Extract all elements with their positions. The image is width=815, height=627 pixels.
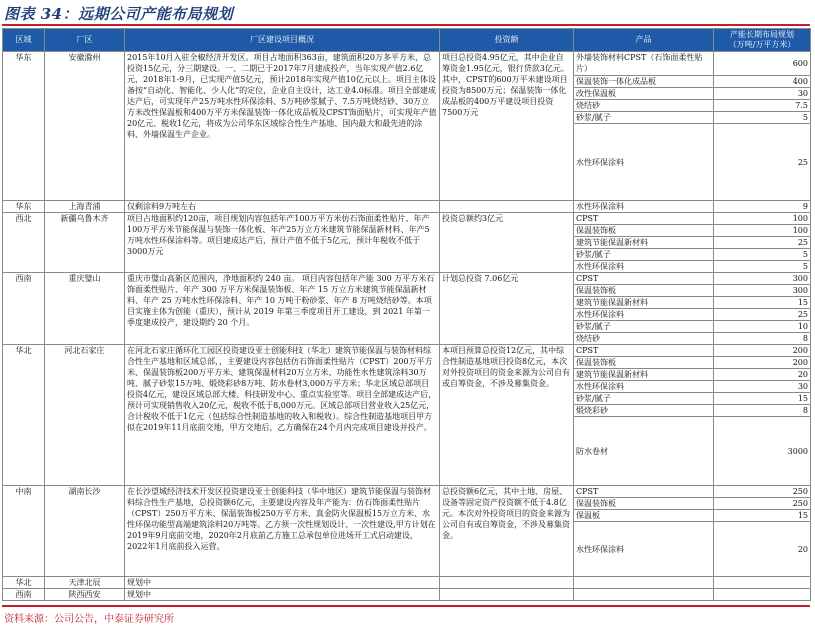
table-row: [3, 213, 811, 225]
capacity-cell: 100: [714, 213, 811, 225]
product-cell: CPST: [574, 273, 714, 285]
product-cell: [574, 577, 714, 589]
region-cell: 华东: [3, 201, 45, 213]
header-product: 产品: [574, 29, 714, 52]
capacity-cell: [714, 589, 811, 601]
capacity-cell: 600: [714, 52, 811, 76]
capacity-cell: 300: [714, 273, 811, 285]
investment-cell: [440, 589, 574, 601]
capacity-cell: 15: [714, 510, 811, 522]
capacity-cell: 7.5: [714, 100, 811, 112]
product-cell: 烧结砂: [574, 333, 714, 345]
area-cell: 新疆乌鲁木齐: [45, 213, 125, 273]
capacity-cell: 8: [714, 405, 811, 417]
investment-cell: [440, 577, 574, 589]
header-capacity: 产能长期布局规划 （万吨/万平方米）: [714, 29, 811, 52]
project-description-cell: 在河北石家庄循环化工园区投资建设亚士创能科技（华北）建筑节能保温与装饰材料综合性生产基地和区域总部，，主要建设内容包括仿石饰面柔性贴片（CPST）200万平方米、保温装饰板200万平方米、建筑保温材料20万立方米、功能性水性建筑涂料30万吨、腻子砂浆15万吨、煅烧彩砂8万吨、防水卷材3,000万平方米；华北区域总部项目投资4亿元，建设区域总部大楼、科技研发中心、重点实验室等。项目全部建成达产后，预计可实现销售收入20亿元，税收不低于8,000万元。区域总部项目营业收入25亿元，合计税收不低于1亿元（包括综合性制造基地的收入和税收）。综合性制造基地项目甲方拟在2019年11月底前交地，甲方交地后，乙方确保在24个月内完成项目建设并投产。: [125, 345, 440, 486]
table-row: [3, 345, 811, 357]
investment-cell: 总投资额6亿元，其中土地、房屋、设备等固定资产投资额不低于4.8亿元。本次对外投资项目的资金来源为公司自有或自筹资金，不涉及募集资金。: [440, 486, 574, 577]
region-cell: 华北: [3, 577, 45, 589]
region-cell: 西南: [3, 273, 45, 345]
product-cell: 保温装饰板: [574, 357, 714, 369]
project-description-cell: 规划中: [125, 577, 440, 589]
project-description-cell: 仅剩涂料9万吨左右: [125, 201, 440, 213]
capacity-cell: [714, 577, 811, 589]
capacity-cell: 400: [714, 76, 811, 88]
project-description-cell: 2015年10月入驻全椒经济开发区。项目占地面积363亩，建筑面积20万多平方米，总投资15亿元，分三期建设。一、二期已于2017年7月建成投产，当年实现产值2.6亿元，2018年1-9月，已实现产值5亿元，预计2018年实现产值10亿元以上。项目主体设备按“自动化、智能化、少人化”的定位，企业自主设计，达工业4.0标准。项目全部建成达产后，可实现年产25万吨水性环保涂料、5万吨砂浆腻子、7.5万吨烧结砂、30万立方米改性保温板和400万平方米保温装饰一体化成品板及CPST饰面贴片，可实现年产值20亿元、税收1亿元，将成为公司华东区域综合性生产基地、国内最大和最先进的涂料、外墙保温生产企业。: [125, 52, 440, 201]
source-note: 资料来源：公司公告，中泰证券研究所: [4, 614, 174, 625]
project-description-cell: 规划中: [125, 589, 440, 601]
investment-cell: 本项目预算总投资12亿元，其中综合性制造基地项目投资8亿元，本次对外投资项目的资金来源为公司自有或自筹资金，不涉及募集资金。: [440, 345, 574, 486]
product-cell: CPST: [574, 345, 714, 357]
product-cell: 烧结砂: [574, 100, 714, 112]
capacity-cell: 20: [714, 522, 811, 577]
product-cell: 改性保温板: [574, 88, 714, 100]
product-cell: 煅烧彩砂: [574, 405, 714, 417]
product-cell: 水性环保涂料: [574, 261, 714, 273]
investment-cell: 投资总额约3亿元: [440, 213, 574, 273]
investment-cell: 项目总投资4.95亿元，其中企业自筹资金1.95亿元，银行贷款3亿元。其中，CPST的600万平米建设项目投资为8500万元；保温装饰一体化成品板的400万平建设项目投资7500万元: [440, 52, 574, 201]
capacity-cell: 15: [714, 393, 811, 405]
product-cell: 水性环保涂料: [574, 201, 714, 213]
product-cell: 砂浆/腻子: [574, 393, 714, 405]
capacity-cell: 200: [714, 357, 811, 369]
product-cell: 砂浆/腻子: [574, 321, 714, 333]
header-area: 厂区: [45, 29, 125, 52]
project-description-cell: 在长沙望城经济技术开发区投资建设亚士创能科技（华中地区）建筑节能保温与装饰材料综合性生产基地，总投资额6亿元，主要建设内容及年产能为：仿石饰面柔性贴片（CPST）250万平方米、保温装饰板250万平方米、真金防火保温板15万立方米、水性环保功能型高端建筑涂料20万吨等。乙方须一次性规划设计、一次性建设,甲方计划在2019年9月底前交地，2020年2月底前乙方施工总承包单位进场开工式启动建设，2022年1月底前投入运营。: [125, 486, 440, 577]
header-invest: 投资额: [440, 29, 574, 52]
capacity-cell: 20: [714, 369, 811, 381]
area-cell: 安徽滁州: [45, 52, 125, 201]
region-cell: 西南: [3, 589, 45, 601]
capacity-cell: 5: [714, 112, 811, 124]
product-cell: 建筑节能保温新材料: [574, 297, 714, 309]
header-region: 区域: [3, 29, 45, 52]
product-cell: 水性环保涂料: [574, 522, 714, 577]
capacity-cell: 250: [714, 498, 811, 510]
figure-title: 图表 34：远期公司产能布局规划: [4, 5, 234, 23]
investment-cell: [440, 201, 574, 213]
area-cell: 重庆璧山: [45, 273, 125, 345]
table-row: [3, 201, 811, 213]
capacity-cell: 15: [714, 297, 811, 309]
product-cell: [574, 589, 714, 601]
capacity-cell: 200: [714, 345, 811, 357]
product-cell: 保温装饰板: [574, 498, 714, 510]
table-row: [3, 273, 811, 285]
region-cell: 华东: [3, 52, 45, 201]
area-cell: 上海青浦: [45, 201, 125, 213]
capacity-cell: 30: [714, 88, 811, 100]
capacity-cell: 25: [714, 309, 811, 321]
capacity-cell: 30: [714, 381, 811, 393]
capacity-cell: 250: [714, 486, 811, 498]
table-row: [3, 577, 811, 589]
capacity-cell: 100: [714, 225, 811, 237]
product-cell: 水性环保涂料: [574, 309, 714, 321]
capacity-cell: 8: [714, 333, 811, 345]
header-row: [3, 29, 811, 52]
investment-cell: 计划总投资 7.06亿元: [440, 273, 574, 345]
project-description-cell: 重庆市璧山高新区范围内，净地面积约 240 亩。 项目内容包括年产能 300 万平方米石饰面柔性贴片、年产 300 万平方米保温装饰板、年产 15 万立方米建筑节能保温新材料、年产 25 万吨水性环保涂料、年产 10 万吨干粉砂浆、年产 8 万吨烧结砂等。本项目实施主体为创能（重庆），预计从 2019 年第三季度项目开工建设，到 2021 年第一季度建成投产，建设期约 20 个月。: [125, 273, 440, 345]
product-cell: 水性环保涂料: [574, 124, 714, 201]
product-cell: 水性环保涂料: [574, 381, 714, 393]
product-cell: 保温装饰板: [574, 285, 714, 297]
product-cell: 保温板: [574, 510, 714, 522]
product-cell: 保温装饰板: [574, 225, 714, 237]
capacity-cell: 5: [714, 249, 811, 261]
capacity-cell: 5: [714, 261, 811, 273]
product-cell: 外墙装饰材料CPST（石饰面柔性贴片）: [574, 52, 714, 76]
product-cell: CPST: [574, 486, 714, 498]
capacity-cell: 9: [714, 201, 811, 213]
table-row: [3, 589, 811, 601]
header-desc: 厂区建设项目概况: [125, 29, 440, 52]
region-cell: 西北: [3, 213, 45, 273]
capacity-cell: 25: [714, 124, 811, 201]
capacity-table: [2, 28, 811, 601]
product-cell: CPST: [574, 213, 714, 225]
product-cell: 建筑节能保温新材料: [574, 237, 714, 249]
table-row: [3, 52, 811, 76]
project-description-cell: 项目占地面积约120亩，项目规划内容包括年产100万平方米仿石饰面柔性贴片、年产100万平方米节能保温与装饰一体化板、年产25万立方米建筑节能保温新材料、年产5万吨水性环保涂料等。项目建成达产后，预计产值不低于5亿元，预计年税收不低于3000万元: [125, 213, 440, 273]
table-body: [3, 52, 811, 601]
area-cell: 河北石家庄: [45, 345, 125, 486]
table-row: [3, 486, 811, 498]
capacity-cell: 300: [714, 285, 811, 297]
capacity-cell: 3000: [714, 417, 811, 486]
product-cell: 保温装饰一体化成品板: [574, 76, 714, 88]
product-cell: 建筑节能保温新材料: [574, 369, 714, 381]
area-cell: 湖南长沙: [45, 486, 125, 577]
footer-rule: [2, 605, 810, 607]
product-cell: 砂浆/腻子: [574, 249, 714, 261]
title-rule: [2, 24, 810, 26]
capacity-cell: 10: [714, 321, 811, 333]
area-cell: 陕西西安: [45, 589, 125, 601]
region-cell: 中南: [3, 486, 45, 577]
capacity-cell: 25: [714, 237, 811, 249]
area-cell: 天津北辰: [45, 577, 125, 589]
product-cell: 砂浆/腻子: [574, 112, 714, 124]
region-cell: 华北: [3, 345, 45, 486]
product-cell: 防水卷材: [574, 417, 714, 486]
